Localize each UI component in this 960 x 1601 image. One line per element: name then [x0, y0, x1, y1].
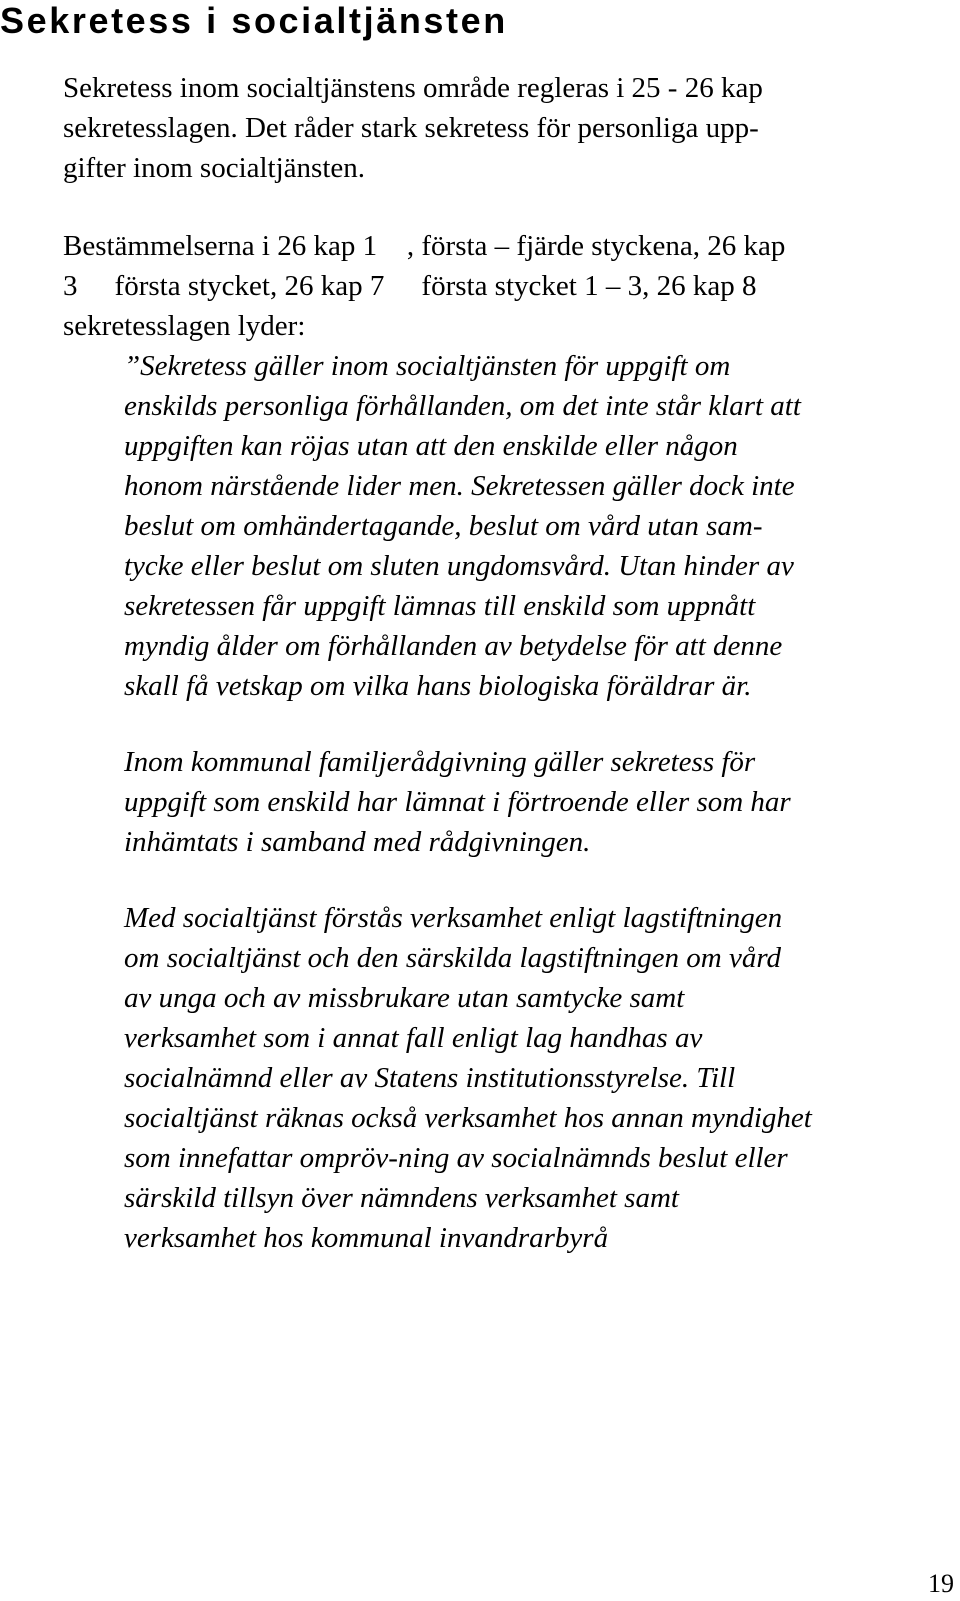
text-line: om socialtjänst och den särskilda lagstiftningen om vård — [124, 942, 782, 974]
text-line: sekretesslagen lyder: — [63, 310, 306, 342]
page-number: 19 — [928, 1569, 954, 1598]
text-line: skall få vetskap om vilka hans biologiska föräldrar är. — [124, 670, 752, 702]
text-line: socialtjänst räknas också verksamhet hos annan myndighet — [124, 1102, 812, 1134]
text-line: som innefattar ompröv-ning av socialnämnds beslut eller — [124, 1142, 788, 1174]
text-line: honom närstående lider men. Sekretessen gäller dock inte — [124, 470, 795, 502]
family-counseling-paragraph — [124, 742, 954, 862]
text-line: tycke eller beslut om sluten ungdomsvård. Utan hinder av — [124, 550, 794, 582]
text-line: 3 första stycket, 26 kap 7 första stycket 1 – 3, 26 kap 8 — [63, 270, 697, 302]
text-line: sekretessen får uppgift lämnas till enskild som uppnått — [124, 590, 756, 622]
text-line: socialnämnd eller av Statens institutionsstyrelse. Till — [124, 1062, 736, 1094]
text-line: inhämtats i samband med rådgivningen. — [124, 826, 591, 858]
text-line: myndig ålder om förhållanden av betydelse för att denne — [124, 630, 783, 662]
text-line: uppgiften kan röjas utan att den enskilde eller någon — [124, 430, 738, 462]
provisions-paragraph — [63, 226, 943, 346]
text-line: Sekretess inom socialtjänstens område regleras i 25 - 26 kap — [63, 72, 763, 104]
text-line: uppgift som enskild har lämnat i förtroende eller som har — [124, 786, 791, 818]
text-line: Inom kommunal familjerådgivning gäller sekretess för — [124, 746, 756, 778]
definition-paragraph — [124, 898, 954, 1258]
text-line: verksamhet som i annat fall enligt lag handhas av — [124, 1022, 703, 1054]
text-line: enskilds personliga förhållanden, om det inte står klart att — [124, 390, 801, 422]
text-line: Med socialtjänst förstås verksamhet enligt lagstiftningen — [124, 902, 783, 934]
text-line: gifter inom socialtjänsten. — [63, 152, 366, 184]
text-line: ”Sekretess gäller inom socialtjänsten för uppgift om — [124, 350, 731, 382]
text-line: beslut om omhändertagande, beslut om vård utan sam- — [124, 510, 763, 542]
text-line: Bestämmelserna i 26 kap 1 , första – fjärde styckena, 26 kap — [63, 230, 763, 262]
text-line: särskild tillsyn över nämndens verksamhet samt — [124, 1182, 679, 1214]
text-line: av unga och av missbrukare utan samtycke samt — [124, 982, 685, 1014]
text-line: verksamhet hos kommunal invandrarbyrå — [124, 1222, 609, 1254]
intro-paragraph — [63, 68, 943, 188]
page-heading: Sekretess i socialtjänsten — [0, 0, 508, 41]
text-line: sekretesslagen. Det råder stark sekretess för personliga upp- — [63, 112, 759, 144]
law-quote — [124, 346, 954, 706]
